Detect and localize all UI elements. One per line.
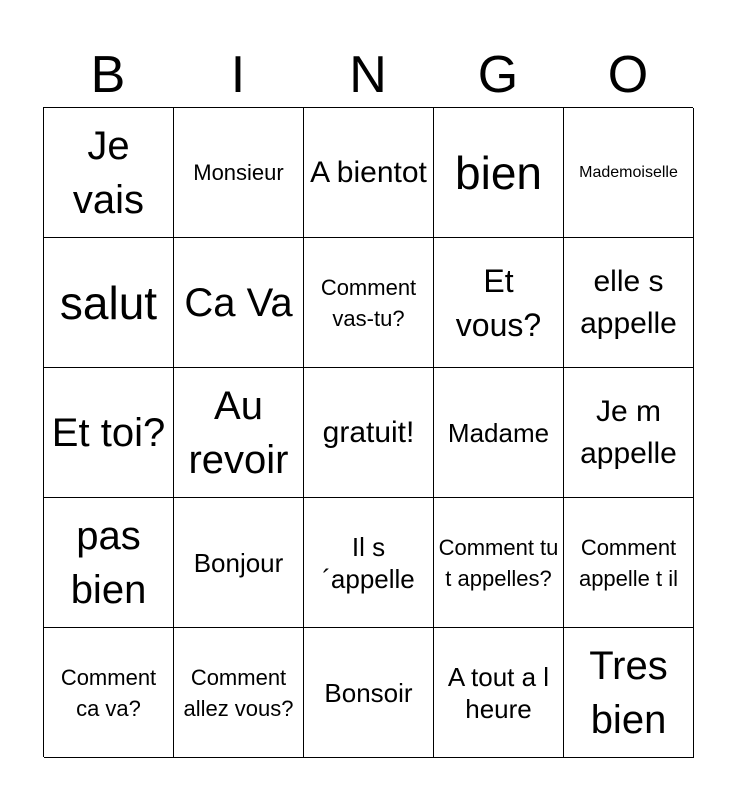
bingo-board bbox=[43, 107, 693, 757]
bingo-cell[interactable] bbox=[44, 368, 174, 498]
bingo-cell[interactable] bbox=[44, 628, 174, 758]
header-letter-i: I bbox=[230, 46, 246, 104]
cell-text: Et toi? bbox=[51, 410, 166, 455]
header-letter-o: O bbox=[607, 46, 649, 104]
cell-text: bien bbox=[455, 146, 542, 199]
bingo-cell[interactable] bbox=[434, 108, 564, 238]
cell-text: elle s appelle bbox=[580, 264, 677, 340]
cell-text: A tout a l heure bbox=[447, 661, 550, 724]
bingo-cell[interactable] bbox=[44, 498, 174, 628]
bingo-cell[interactable] bbox=[564, 498, 694, 628]
cell-text: Au revoir bbox=[188, 383, 289, 482]
bingo-cell[interactable] bbox=[44, 108, 174, 238]
cell-text: Comment allez vous? bbox=[183, 664, 294, 721]
cell-text: Mademoiselle bbox=[579, 163, 678, 181]
cell-text: Ca Va bbox=[184, 280, 293, 325]
cell-text: Et vous? bbox=[455, 262, 542, 343]
bingo-cell[interactable] bbox=[434, 628, 564, 758]
cell-text: Bonjour bbox=[193, 547, 284, 578]
header-letter-b: B bbox=[90, 46, 126, 104]
bingo-cell[interactable] bbox=[174, 628, 304, 758]
bingo-cell[interactable] bbox=[564, 108, 694, 238]
cell-text: Il s ´appelle bbox=[322, 531, 415, 594]
cell-text: Madame bbox=[447, 417, 550, 448]
header-letter-g: G bbox=[477, 46, 519, 104]
bingo-cell[interactable] bbox=[44, 238, 174, 368]
bingo-cell[interactable] bbox=[174, 108, 304, 238]
cell-text: Tres bien bbox=[589, 643, 668, 742]
header-letter-n: N bbox=[349, 46, 387, 104]
bingo-cell[interactable] bbox=[564, 368, 694, 498]
cell-text: Je m appelle bbox=[580, 394, 677, 470]
cell-text: Comment tu t appelles? bbox=[438, 534, 559, 591]
bingo-cell[interactable] bbox=[434, 498, 564, 628]
bingo-cell[interactable] bbox=[304, 628, 434, 758]
cell-text: pas bien bbox=[70, 513, 147, 612]
bingo-cell[interactable] bbox=[174, 498, 304, 628]
bingo-cell[interactable] bbox=[434, 238, 564, 368]
bingo-header bbox=[43, 44, 693, 106]
cell-text: gratuit! bbox=[322, 415, 415, 449]
cell-text: Comment ca va? bbox=[60, 664, 157, 721]
bingo-cell[interactable] bbox=[304, 108, 434, 238]
bingo-cell[interactable] bbox=[174, 368, 304, 498]
bingo-cell[interactable] bbox=[304, 498, 434, 628]
bingo-cell[interactable] bbox=[304, 238, 434, 368]
bingo-cell[interactable] bbox=[564, 238, 694, 368]
cell-text: Bonsoir bbox=[324, 677, 413, 708]
cell-text: A bientot bbox=[310, 155, 427, 189]
cell-text: Comment vas-tu? bbox=[320, 274, 417, 331]
cell-text: salut bbox=[59, 276, 158, 329]
cell-text: Je vais bbox=[72, 123, 145, 222]
bingo-cell[interactable] bbox=[434, 368, 564, 498]
cell-text: Comment appelle t il bbox=[578, 534, 679, 591]
cell-text: Monsieur bbox=[193, 160, 284, 185]
bingo-cell[interactable] bbox=[564, 628, 694, 758]
bingo-cell[interactable] bbox=[174, 238, 304, 368]
bingo-cell[interactable] bbox=[304, 368, 434, 498]
